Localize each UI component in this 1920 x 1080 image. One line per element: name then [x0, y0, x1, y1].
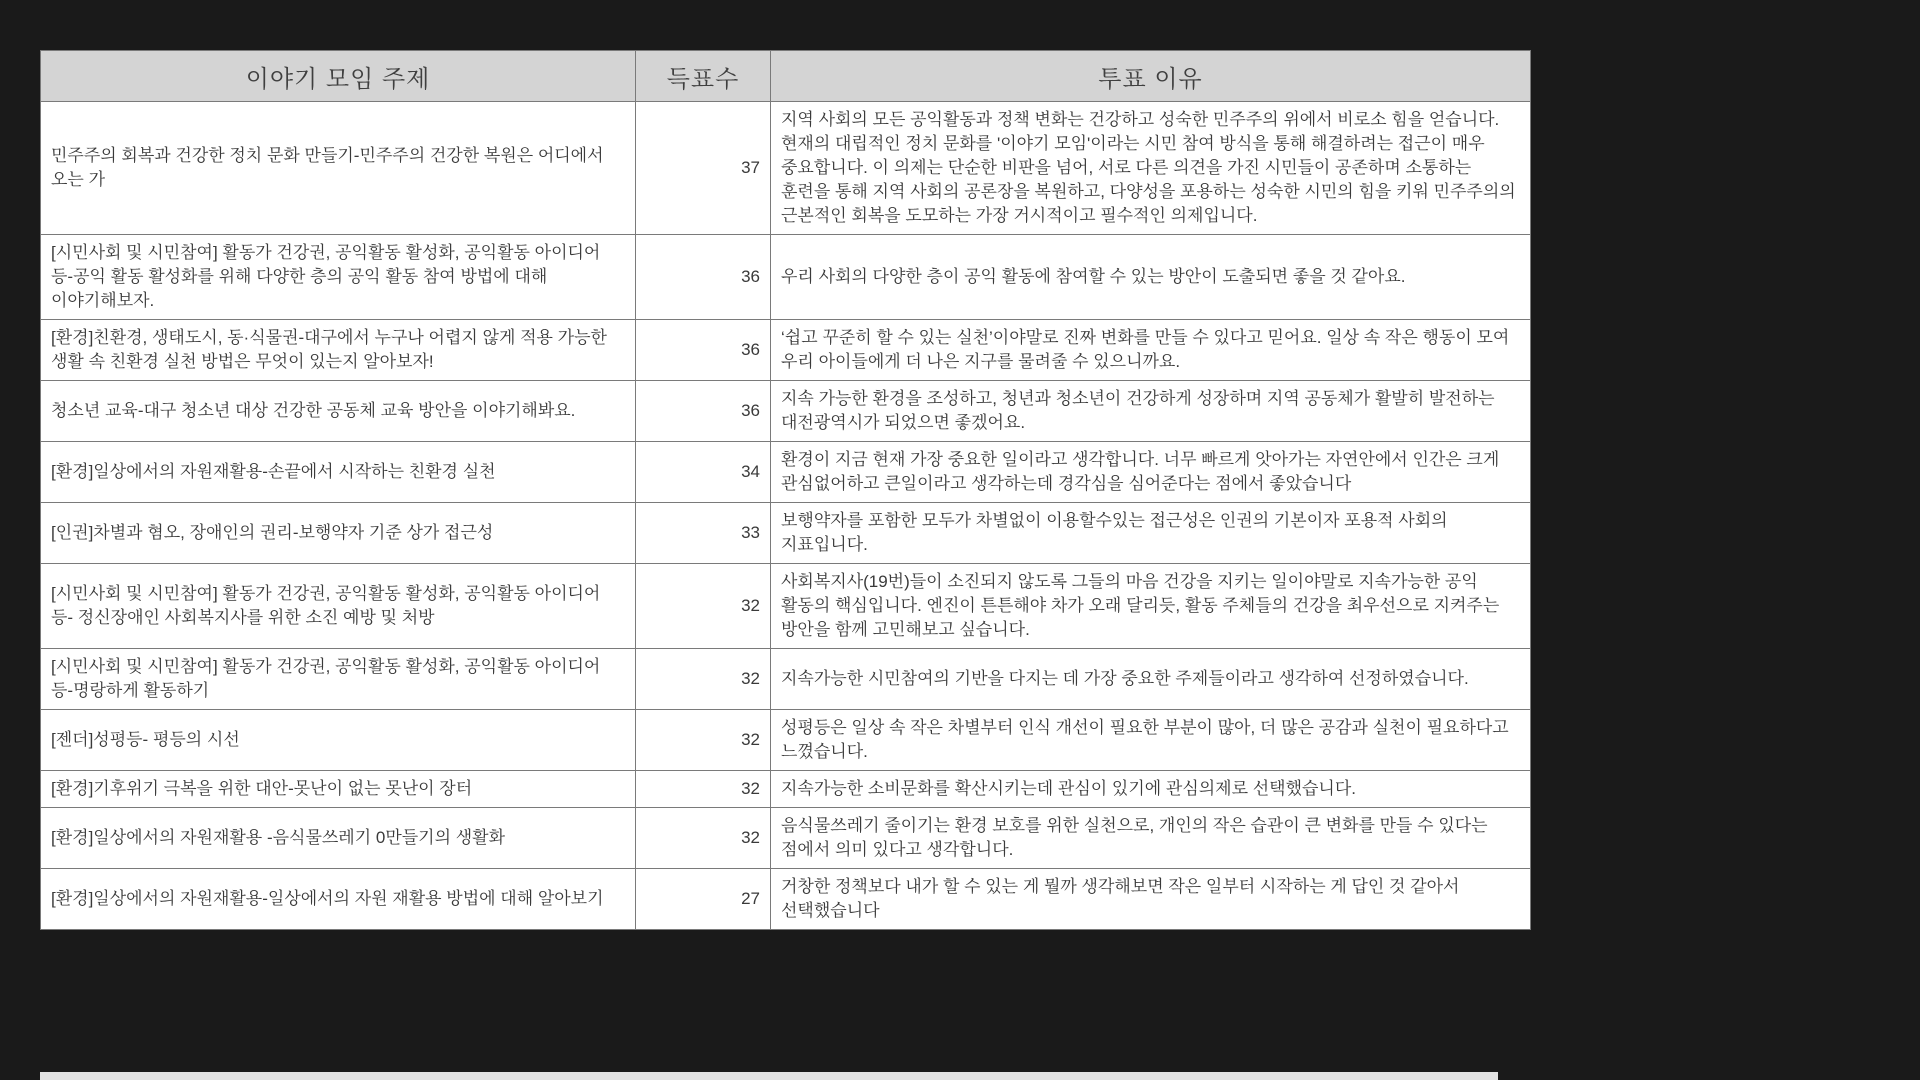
table-row	[41, 235, 1531, 320]
table-row	[41, 564, 1531, 649]
reason-cell: 성평등은 일상 속 작은 차별부터 인식 개선이 필요한 부분이 많아, 더 많은 공감과 실천이 필요하다고 느꼈습니다.	[771, 710, 1531, 771]
reason-cell: ‘쉽고 꾸준히 할 수 있는 실천’이야말로 진짜 변화를 만들 수 있다고 믿어요. 일상 속 작은 행동이 모여 우리 아이들에게 더 나은 지구를 물려줄 수 있으니까요.	[771, 320, 1531, 381]
partial-next-table-edge	[40, 1072, 1498, 1080]
votes-cell: 36	[636, 381, 771, 442]
topic-cell: [인권]차별과 혐오, 장애인의 권리-보행약자 기준 상가 접근성	[41, 503, 636, 564]
topic-cell: [환경]친환경, 생태도시, 동·식물권-대구에서 누구나 어렵지 않게 적용 가능한 생활 속 친환경 실천 방법은 무엇이 있는지 알아보자!	[41, 320, 636, 381]
topic-cell: [시민사회 및 시민참여] 활동가 건강권, 공익활동 활성화, 공익활동 아이디어 등- 정신장애인 사회복지사를 위한 소진 예방 및 처방	[41, 564, 636, 649]
table-header-row	[41, 51, 1531, 102]
table-row	[41, 320, 1531, 381]
topic-cell: 청소년 교육-대구 청소년 대상 건강한 공동체 교육 방안을 이야기해봐요.	[41, 381, 636, 442]
reason-cell: 거창한 정책보다 내가 할 수 있는 게 뭘까 생각해보면 작은 일부터 시작하는 게 답인 것 같아서 선택했습니다	[771, 869, 1531, 930]
votes-cell: 32	[636, 649, 771, 710]
topic-cell: [시민사회 및 시민참여] 활동가 건강권, 공익활동 활성화, 공익활동 아이디어 등-명랑하게 활동하기	[41, 649, 636, 710]
votes-cell: 32	[636, 771, 771, 808]
column-header-reason: 투표 이유	[771, 51, 1531, 102]
topic-cell: [환경]일상에서의 자원재활용-일상에서의 자원 재활용 방법에 대해 알아보기	[41, 869, 636, 930]
votes-cell: 37	[636, 102, 771, 235]
votes-cell: 36	[636, 235, 771, 320]
table-body	[41, 102, 1531, 930]
column-header-topic: 이야기 모임 주제	[41, 51, 636, 102]
table-row	[41, 503, 1531, 564]
topic-cell: 민주주의 회복과 건강한 정치 문화 만들기-민주주의 건강한 복원은 어디에서 오는 가	[41, 102, 636, 235]
vote-results-table	[40, 50, 1531, 930]
votes-cell: 34	[636, 442, 771, 503]
reason-cell: 음식물쓰레기 줄이기는 환경 보호를 위한 실천으로, 개인의 작은 습관이 큰 변화를 만들 수 있다는 점에서 의미 있다고 생각합니다.	[771, 808, 1531, 869]
reason-cell: 지속가능한 시민참여의 기반을 다지는 데 가장 중요한 주제들이라고 생각하여 선정하였습니다.	[771, 649, 1531, 710]
table-row	[41, 710, 1531, 771]
topic-cell: [환경]일상에서의 자원재활용-손끝에서 시작하는 친환경 실천	[41, 442, 636, 503]
topic-cell: [젠더]성평등- 평등의 시선	[41, 710, 636, 771]
table-row	[41, 381, 1531, 442]
reason-cell: 지속가능한 소비문화를 확산시키는데 관심이 있기에 관심의제로 선택했습니다.	[771, 771, 1531, 808]
reason-cell: 우리 사회의 다양한 층이 공익 활동에 참여할 수 있는 방안이 도출되면 좋을 것 같아요.	[771, 235, 1531, 320]
table-row	[41, 442, 1531, 503]
votes-cell: 36	[636, 320, 771, 381]
reason-cell: 지역 사회의 모든 공익활동과 정책 변화는 건강하고 성숙한 민주주의 위에서 비로소 힘을 얻습니다. 현재의 대립적인 정치 문화를 '이야기 모임'이라는 시민 참여 방식을 통해 해결하려는 접근이 매우 중요합니다. 이 의제는 단순한 비판을 넘어, 서로 다른 의견을 가진 시민들이 공존하며 소통하는 훈련을 통해 지역 사회의 공론장을 복원하고, 다양성을 포용하는 성숙한 시민의 힘을 키워 민주주의의 근본적인 회복을 도모하는 가장 거시적이고 필수적인 의제입니다.	[771, 102, 1531, 235]
votes-cell: 33	[636, 503, 771, 564]
reason-cell: 보행약자를 포함한 모두가 차별없이 이용할수있는 접근성은 인권의 기본이자 포용적 사회의 지표입니다.	[771, 503, 1531, 564]
table-row	[41, 869, 1531, 930]
table-row	[41, 102, 1531, 235]
reason-cell: 사회복지사(19번)들이 소진되지 않도록 그들의 마음 건강을 지키는 일이야말로 지속가능한 공익 활동의 핵심입니다. 엔진이 튼튼해야 차가 오래 달리듯, 활동 주체들의 건강을 최우선으로 지켜주는 방안을 함께 고민해보고 싶습니다.	[771, 564, 1531, 649]
votes-cell: 32	[636, 564, 771, 649]
table-row	[41, 649, 1531, 710]
votes-cell: 32	[636, 710, 771, 771]
reason-cell: 지속 가능한 환경을 조성하고, 청년과 청소년이 건강하게 성장하며 지역 공동체가 활발히 발전하는 대전광역시가 되었으면 좋겠어요.	[771, 381, 1531, 442]
topic-cell: [환경]일상에서의 자원재활용 -음식물쓰레기 0만들기의 생활화	[41, 808, 636, 869]
table-row	[41, 808, 1531, 869]
reason-cell: 환경이 지금 현재 가장 중요한 일이라고 생각합니다. 너무 빠르게 앗아가는 자연안에서 인간은 크게 관심없어하고 큰일이라고 생각하는데 경각심을 심어준다는 점에서 좋았습니다	[771, 442, 1531, 503]
vote-results-table-container	[40, 50, 1530, 930]
column-header-votes: 득표수	[636, 51, 771, 102]
votes-cell: 27	[636, 869, 771, 930]
topic-cell: [환경]기후위기 극복을 위한 대안-못난이 없는 못난이 장터	[41, 771, 636, 808]
table-row	[41, 771, 1531, 808]
topic-cell: [시민사회 및 시민참여] 활동가 건강권, 공익활동 활성화, 공익활동 아이디어 등-공익 활동 활성화를 위해 다양한 층의 공익 활동 참여 방법에 대해 이야기해보자.	[41, 235, 636, 320]
votes-cell: 32	[636, 808, 771, 869]
